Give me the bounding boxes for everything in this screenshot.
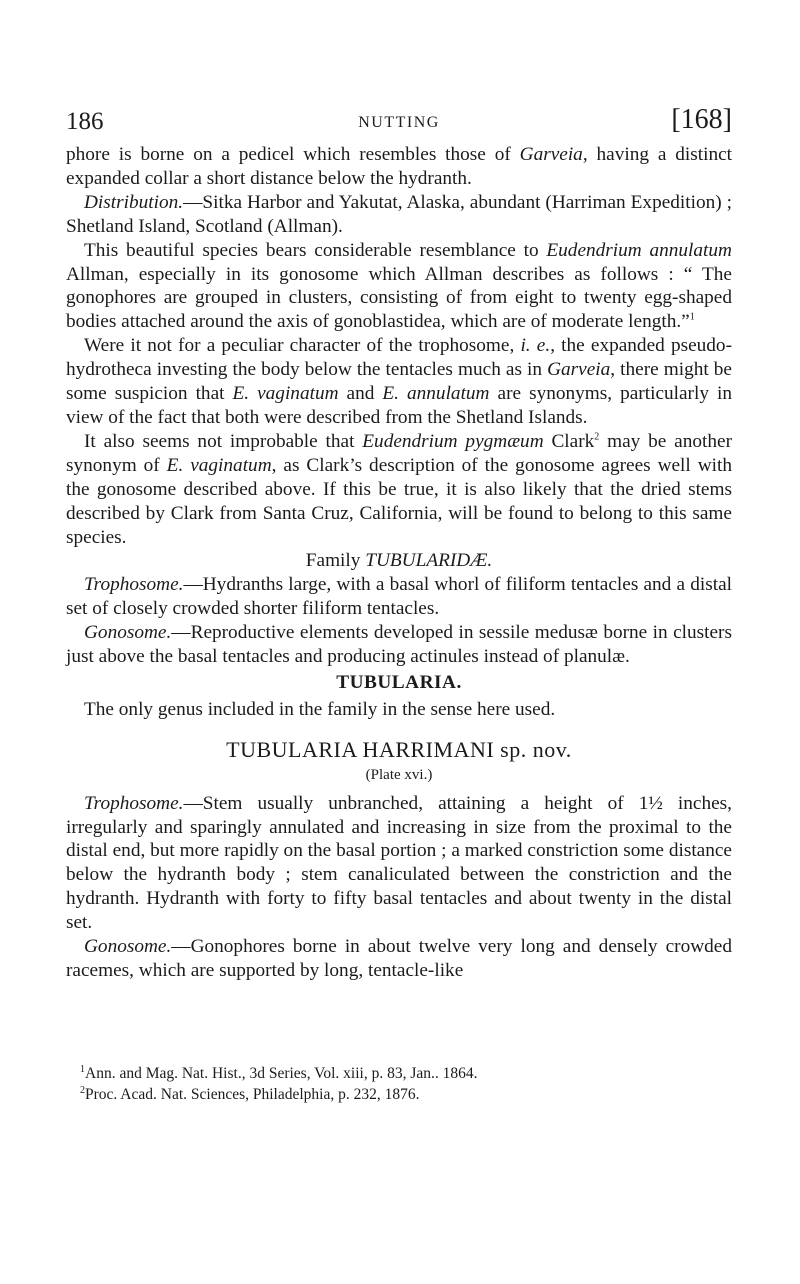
footnote-1: $^1$Ann. and Mag. Nat. Hist., 3d Series, Vol. xiii, p. 83, Jan.. 1864. bbox=[80, 1063, 478, 1082]
footnote-ref-1: 1 bbox=[689, 311, 695, 323]
paragraph-continuation: phore is borne on a pedicel which resembles those of Garveia, having a distinct expanded collar a short distance below the hydranth. bbox=[66, 144, 732, 189]
paragraph-genus-note: The only genus included in the family in the sense here used. bbox=[84, 698, 556, 720]
family-heading: Family TUBULARIDÆ. bbox=[305, 550, 493, 572]
species-heading: TUBULARIA HARRIMANI sp. nov. bbox=[226, 736, 572, 762]
footnotes bbox=[80, 1063, 730, 1105]
bracketed-page-number: [168] bbox=[671, 104, 732, 135]
paragraph-distribution: Distribution.—Sitka Harbor and Yakutat, Alaska, abundant (Harriman Expedition) ; Shetland Island, Scotland (Allman). bbox=[66, 191, 732, 237]
plate-reference: (Plate xvi.) bbox=[365, 766, 433, 783]
paragraph-resemblance: This beautiful species bears considerable resemblance to Eudendrium annulatum Allman, especially in its gonosome which Allman describes as follows : “ The gonophores are grouped in clusters, consisting of from eight to twenty egg-shaped bodies attached around the axis of gonoblastidea, which are of moderate length.”$^1$ bbox=[66, 239, 732, 333]
footnote-ref-2: 2 bbox=[594, 431, 600, 443]
page-number: 186 bbox=[66, 108, 104, 135]
paragraph-family-gonosome: Gonosome.—Reproductive elements developed in sessile medusæ borne in clusters just above the basal tentacles and producing actinules instead of planulæ. bbox=[66, 622, 732, 668]
paragraph-pygmaeum: It also seems not improbable that Eudendrium pygmæum Clark$^2$ may be another synonym of E. vaginatum, as Clark’s description of the gonosome agrees well with the gonosome described above. If this be true, it is also likely that the dried stems described by Clark from Santa Cruz, California, will be found to belong to this same species. bbox=[66, 430, 733, 548]
body-text bbox=[66, 143, 732, 983]
paragraph-family-trophosome: Trophosome.—Hydranths large, with a basal whorl of filiform tentacles and a distal set of closely crowded shorter filiform tentacles. bbox=[66, 574, 732, 620]
running-title: NUTTING bbox=[358, 114, 440, 131]
footnote-2: $^2$Proc. Acad. Nat. Sciences, Philadelphia, p. 232, 1876. bbox=[80, 1084, 420, 1103]
paragraph-synonyms: Were it not for a peculiar character of the trophosome, i. e., the expanded pseudo-hydrotheca investing the body below the tentacles much as in Garveia, there might be some suspicion that E. vaginatum and E. annulatum are synonyms, particularly in view of the fact that both were described from the Shetland Islands. bbox=[66, 335, 732, 428]
paragraph-species-trophosome: Trophosome.—Stem usually unbranched, attaining a height of 1½ inches, irregularly and sparingly annulated and increasing in size from the proximal to the distal end, but more rapidly on the basal portion ; a marked constriction some distance below the hydranth body ; stem canaliculated between the constriction and the hydranth. Hydranth with forty to fifty basal tentacles and about twenty in the distal set. bbox=[66, 792, 732, 934]
paragraph-species-gonosome: Gonosome.—Gonophores borne in about twelve very long and densely crowded racemes, which are supported by long, tentacle-like bbox=[66, 936, 732, 981]
running-head bbox=[66, 104, 732, 140]
genus-heading: TUBULARIA. bbox=[336, 671, 462, 693]
